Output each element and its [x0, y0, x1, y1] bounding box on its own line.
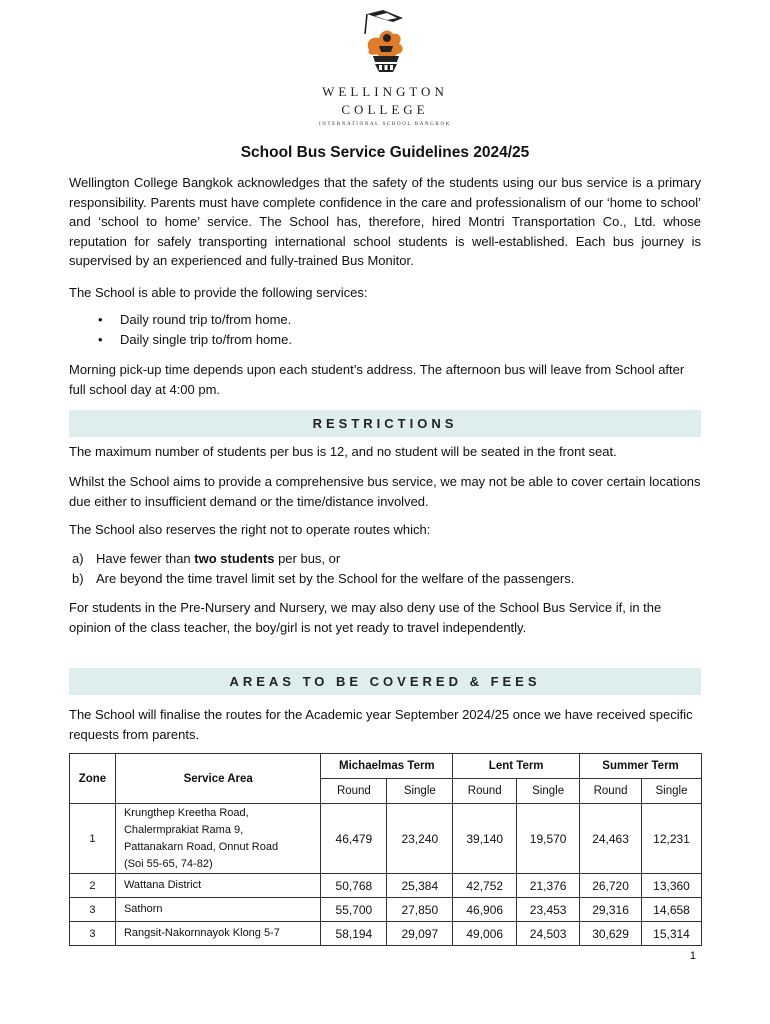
- table-row: [70, 804, 702, 874]
- fee-cell: 24,503: [517, 922, 580, 946]
- zone-cell: 3: [70, 898, 116, 922]
- intro-paragraph: Wellington College Bangkok acknowledges that the safety of the students using our bus service is a primary responsibility. Parents must have complete confidence in the care and professionalism of our ‘home to school’ and ‘school to home’ service. The School has, therefore, hired Montri Transportation Co., Ltd. whose reputation for safely transporting international school students is well-established. Each bus journey is supervised by an experienced and fully-trained Bus Monitor.: [69, 175, 701, 268]
- nursery-paragraph: For students in the Pre-Nursery and Nursery, we may also deny use of the School Bus Service if, in the opinion of the class teacher, the boy/girl is not yet ready to travel independently.: [69, 600, 662, 635]
- fee-cell: 46,479: [321, 804, 387, 874]
- zone-cell: 3: [70, 922, 116, 946]
- fee-cell: 50,768: [321, 874, 387, 898]
- item-a-text-end: per bus, or: [274, 551, 341, 566]
- college-crest-icon: [353, 8, 417, 74]
- page-title: School Bus Service Guidelines 2024/25: [240, 144, 530, 161]
- header-round: Round: [580, 779, 642, 804]
- list-item: [72, 569, 574, 589]
- fee-cell: 42,752: [453, 874, 517, 898]
- service-area-cell: Wattana District: [115, 874, 320, 898]
- fee-cell: 29,097: [387, 922, 453, 946]
- fee-cell: 15,314: [642, 922, 702, 946]
- services-lead: The School is able to provide the following services:: [69, 285, 368, 300]
- header-summer-term: Summer Term: [580, 754, 702, 779]
- service-area-cell: [115, 804, 320, 874]
- zone-cell: 2: [70, 874, 116, 898]
- table-row: [70, 922, 702, 946]
- fee-cell: 27,850: [387, 898, 453, 922]
- fee-cell: 58,194: [321, 922, 387, 946]
- fee-cell: 23,453: [517, 898, 580, 922]
- header-zone: Zone: [70, 754, 116, 804]
- reserves-paragraph: The School also reserves the right not to operate routes which:: [69, 522, 431, 537]
- fee-cell: 19,570: [517, 804, 580, 874]
- table-row: [70, 874, 702, 898]
- fee-cell: 21,376: [517, 874, 580, 898]
- service-area-cell: Rangsit-Nakornnayok Klong 5-7: [115, 922, 320, 946]
- list-marker: b): [72, 571, 84, 586]
- list-item: • Daily single trip to/from home.: [98, 330, 292, 350]
- page-number: 1: [689, 950, 696, 962]
- service-area-cell: Sathorn: [115, 898, 320, 922]
- coverage-paragraph: Whilst the School aims to provide a comprehensive bus service, we may not be able to cover certain locations due either to insufficient demand or the time/distance involved.: [69, 474, 701, 509]
- route-conditions-list: [72, 549, 574, 589]
- fee-cell: 26,720: [580, 874, 642, 898]
- pickup-paragraph: Morning pick-up time depends upon each student’s address. The afternoon bus will leave from School after full school day at 4:00 pm.: [69, 362, 685, 397]
- table-row: [70, 898, 702, 922]
- fee-cell: 14,658: [642, 898, 702, 922]
- logo-wordmark-line3: INTERNATIONAL SCHOOL BANGKOK: [319, 122, 451, 127]
- header-lent-term: Lent Term: [453, 754, 580, 779]
- header-service-area: Service Area: [115, 754, 320, 804]
- fee-cell: 13,360: [642, 874, 702, 898]
- service-area-line: Pattanakarn Road, Onnut Road: [123, 840, 279, 853]
- max-students-paragraph: The maximum number of students per bus is 12, and no student will be seated in the front seat.: [69, 444, 617, 459]
- finalise-paragraph: The School will finalise the routes for the Academic year September 2024/25 once we have received specific requests from parents.: [69, 707, 693, 742]
- restrictions-heading: RESTRICTIONS: [69, 410, 701, 437]
- fee-cell: 23,240: [387, 804, 453, 874]
- services-list: [98, 310, 292, 349]
- header-single: Single: [642, 779, 702, 804]
- list-item: [72, 549, 574, 569]
- college-logo: [0, 8, 770, 127]
- service-area-line: Chalermprakiat Rama 9,: [123, 823, 244, 836]
- fee-cell: 25,384: [387, 874, 453, 898]
- fee-cell: 30,629: [580, 922, 642, 946]
- logo-wordmark-line2: COLLEGE: [341, 102, 429, 117]
- header-single: Single: [517, 779, 580, 804]
- list-marker: a): [72, 551, 84, 566]
- service-area-line: (Soi 55-65, 74-82): [123, 857, 213, 870]
- zone-cell: 1: [70, 804, 116, 874]
- header-round: Round: [321, 779, 387, 804]
- areas-fees-heading: AREAS TO BE COVERED & FEES: [69, 668, 701, 695]
- fees-table: [69, 753, 702, 946]
- service-area-line: Krungthep Kreetha Road,: [123, 806, 249, 819]
- header-michaelmas-term: Michaelmas Term: [321, 754, 453, 779]
- fee-cell: 29,316: [580, 898, 642, 922]
- item-b-text: Are beyond the time travel limit set by the School for the welfare of the passengers.: [96, 571, 575, 586]
- item-a-bold: two students: [194, 551, 275, 566]
- fee-cell: 49,006: [453, 922, 517, 946]
- fee-cell: 39,140: [453, 804, 517, 874]
- logo-wordmark-line1: WELLINGTON: [322, 84, 448, 99]
- fee-cell: 24,463: [580, 804, 642, 874]
- list-item: • Daily round trip to/from home.: [98, 310, 292, 330]
- header-single: Single: [387, 779, 453, 804]
- fee-cell: 46,906: [453, 898, 517, 922]
- header-round: Round: [453, 779, 517, 804]
- fee-cell: 55,700: [321, 898, 387, 922]
- item-a-text-start: Have fewer than: [96, 551, 195, 566]
- fee-cell: 12,231: [642, 804, 702, 874]
